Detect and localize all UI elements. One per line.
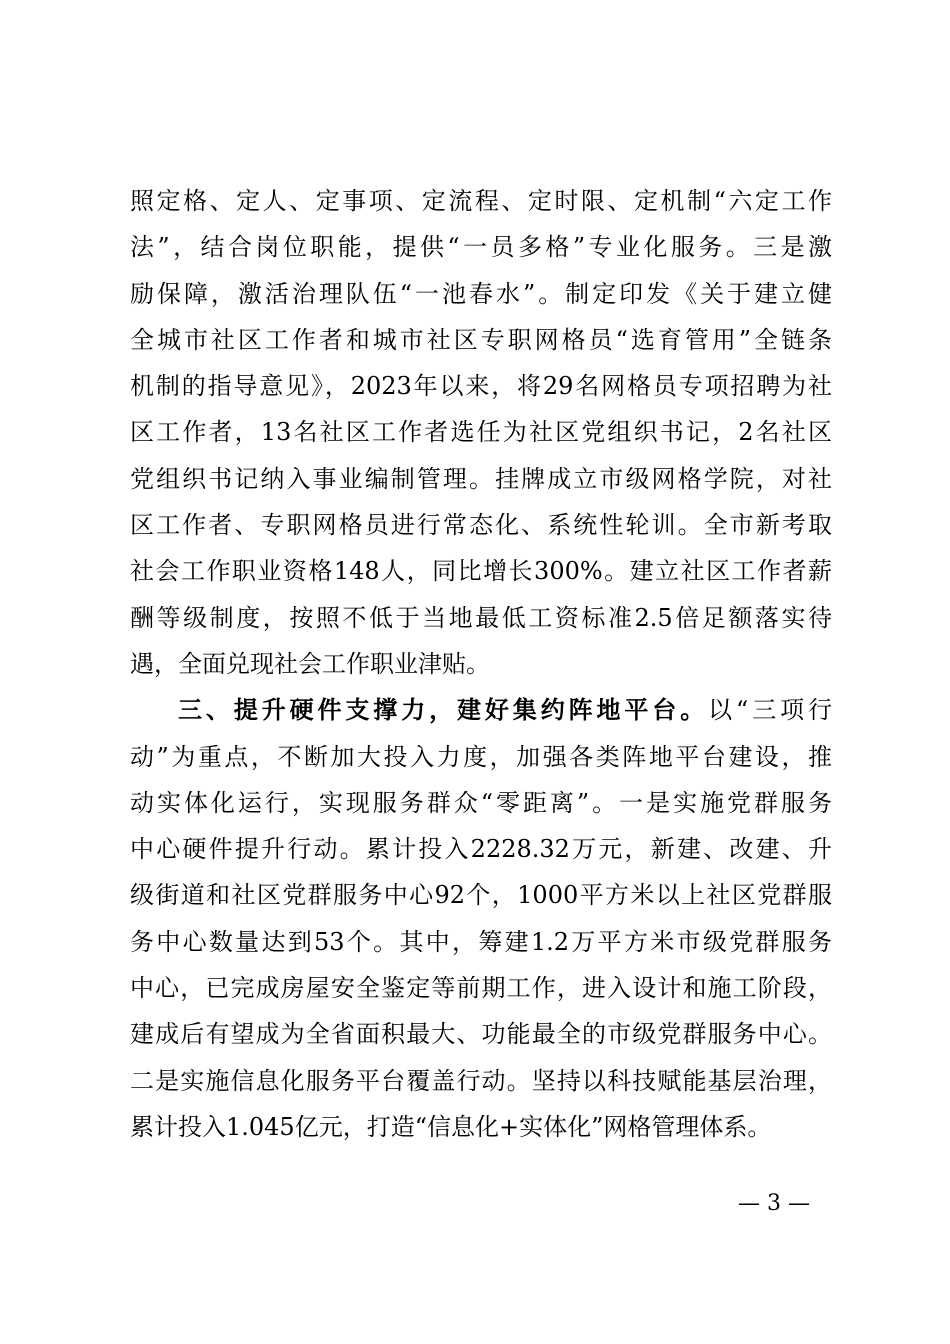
paragraph-hardware-support [130,687,832,1150]
text-line: 动”为重点，不断加大投入力度，加强各类阵地平台建设，推 [130,742,832,771]
text-line: 励保障，激活治理队伍“一池春水”。制定印发《关于建立健 [130,279,832,308]
text-line: 遇，全面兑现社会工作职业津贴。 [130,649,490,678]
text-line: 法”，结合岗位职能，提供“一员多格”专业化服务。三是激 [130,233,832,262]
text-line: 中心硬件提升行动。累计投入2228.32万元，新建、改建、升 [130,835,832,864]
text-line: 区工作者，13名社区工作者选任为社区党组织书记，2名社区 [130,418,832,447]
section-heading: 三、提升硬件支撑力，建好集约阵地平台。 [178,695,709,725]
text-line: 务中心数量达到53个。其中，筹建1.2万平方米市级党群服务 [130,927,832,956]
text-line: 二是实施信息化服务平台覆盖行动。坚持以科技赋能基层治理， [130,1066,832,1095]
text-line: 建成后有望成为全省面积最大、功能最全的市级党群服务中心。 [130,1020,832,1049]
text-line: 区工作者、专职网格员进行常态化、系统性轮训。全市新考取 [130,511,832,540]
text-line: 级街道和社区党群服务中心92个，1000平方米以上社区党群服 [130,881,832,910]
heading-continuation: 以“三项行 [708,696,832,725]
page-number: — 3 — [738,1191,810,1216]
text-line: 照定格、定人、定事项、定流程、定时限、定机制“六定工作 [130,187,832,215]
document-body [130,178,832,1150]
text-line: 累计投入1.045亿元，打造“信息化+实体化”网格管理体系。 [130,1112,772,1141]
text-line: 动实体化运行，实现服务群众“零距离”。一是实施党群服务 [130,788,832,817]
paragraph-incentives [130,178,832,687]
text-line: 党组织书记纳入事业编制管理。挂牌成立市级网格学院，对社 [130,464,832,493]
text-line: 全城市社区工作者和城市社区专职网格员“选育管用”全链条 [130,325,832,354]
text-line: 机制的指导意见》，2023年以来，将29名网格员专项招聘为社 [130,372,832,401]
text-line: 酬等级制度，按照不低于当地最低工资标准2.5倍足额落实待 [130,603,832,632]
paragraph-first-line [130,687,832,733]
text-line: 中心，已完成房屋安全鉴定等前期工作，进入设计和施工阶段， [130,974,832,1003]
text-line: 社会工作职业资格148人，同比增长300%。建立社区工作者薪 [130,557,832,586]
